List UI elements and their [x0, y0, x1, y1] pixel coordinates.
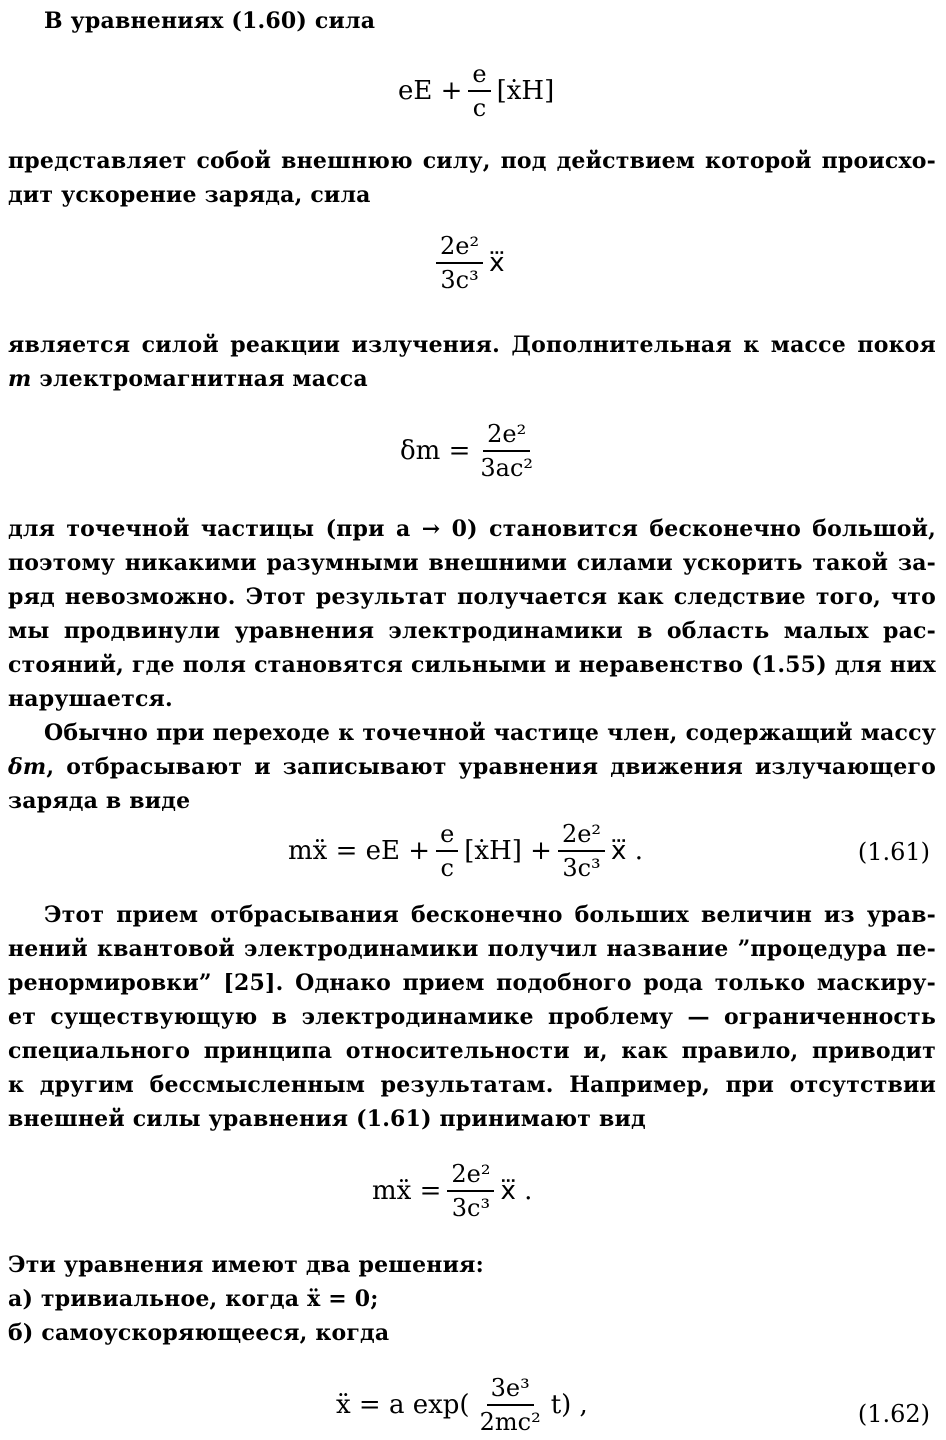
eq-161-frac2-num: 2e²: [558, 820, 605, 852]
eq-161-fraction-2: [558, 820, 605, 882]
text-line-22: Эти уравнения имеют два решения:: [8, 1252, 484, 1278]
text-line-16: нений квантовой электродинамики получил название ”процедура пе-: [8, 936, 936, 962]
text-line-15: Этот прием отбрасывания бесконечно больших величин из урав-: [44, 902, 936, 928]
text-line-6: для точечной частицы (при a → 0) становится бесконечно большой,: [8, 516, 936, 542]
text-line-13: [8, 750, 936, 784]
text-line-7: поэтому никакими разумными внешними силами ускорить такой за-: [8, 550, 936, 576]
eq-force-right: [ẋH]: [496, 76, 555, 106]
eq-162-left: ẍ = a exp(: [336, 1390, 470, 1420]
text-line-24: б) самоускоряющееся, когда: [8, 1320, 390, 1346]
equation-force: [398, 60, 554, 122]
eq-mass-fraction: [476, 420, 537, 482]
eq-161-frac2-den: 3c³: [562, 854, 601, 882]
eq-force-left: eE +: [398, 76, 463, 106]
eq-free-left: mẍ =: [372, 1176, 442, 1206]
symbol-m: m: [8, 366, 32, 392]
text-line-12: Обычно при переходе к точечной частице член, содержащий массу: [44, 720, 936, 746]
text-line-13-rest: , отбрасывают и записывают уравнения движения излучающего: [46, 754, 936, 780]
eq-reaction-fraction: [436, 232, 483, 294]
text-line-23-text: а) тривиальное, когда: [8, 1286, 300, 1312]
equation-mass: [400, 420, 543, 482]
text-line-1: В уравнениях (1.60) сила: [44, 8, 376, 34]
symbol-delta-m: δm: [8, 754, 47, 780]
eq-free-frac-den: 3c³: [451, 1194, 491, 1222]
eq-reaction-right: x⃛: [489, 248, 505, 278]
eq-force-fraction: [468, 60, 490, 122]
eq-161-right: x⃛ .: [611, 836, 643, 866]
eq-161-mid: [ẋH] +: [464, 836, 552, 866]
eq-161-fraction-1: [436, 820, 458, 882]
eq-reaction-frac-den: 3c³: [440, 266, 479, 294]
text-line-23: [8, 1282, 936, 1316]
equation-1-61: [288, 820, 643, 882]
text-line-20: к другим бессмысленным результатам. Например, при отсутствии: [8, 1072, 936, 1098]
text-line-5: [8, 362, 936, 396]
text-line-2: представляет собой внешнюю силу, под действием которой происхо-: [8, 148, 936, 174]
eq-162-frac-den: 2mc²: [479, 1408, 541, 1436]
eq-free-frac-num: 2e²: [447, 1160, 494, 1192]
eq-161-frac1-den: c: [440, 854, 454, 882]
eq-162-right: t) ,: [550, 1390, 588, 1420]
eq-mass-left: δm =: [400, 436, 471, 466]
equation-free: [372, 1160, 532, 1222]
text-line-18: ет существующую в электродинамике проблему — ограниченность: [8, 1004, 936, 1030]
text-line-9: мы продвинули уравнения электродинамики в область малых рас-: [8, 618, 936, 644]
eq-mass-frac-den: 3ac²: [480, 454, 533, 482]
eq-reaction-frac-num: 2e²: [436, 232, 483, 264]
equation-reaction: [430, 232, 504, 294]
symbol-x-ddot-zero: ẍ = 0;: [307, 1286, 379, 1312]
text-line-14: заряда в виде: [8, 788, 191, 814]
eq-free-right: x⃛ .: [500, 1176, 533, 1206]
text-line-3: дит ускорение заряда, сила: [8, 182, 371, 208]
eq-free-fraction: [447, 1160, 494, 1222]
text-line-5-rest: электромагнитная масса: [39, 366, 368, 392]
text-line-17: ренормировки” [25]. Однако прием подобного рода только маскиру-: [8, 970, 936, 996]
eq-162-fraction: [476, 1374, 545, 1436]
eq-mass-frac-num: 2e²: [483, 420, 530, 452]
equation-number-1-61: (1.61): [857, 838, 930, 866]
text-line-19: специального принципа относительности и, как правило, приводит: [8, 1038, 936, 1064]
eq-161-left: mẍ = eE +: [288, 836, 431, 866]
text-line-21: внешней силы уравнения (1.61) принимают вид: [8, 1106, 646, 1132]
eq-161-frac1-num: e: [436, 820, 458, 852]
text-line-10: стояний, где поля становятся сильными и неравенство (1.55) для них: [8, 652, 936, 678]
eq-force-frac-den: c: [472, 94, 487, 122]
text-line-4: является силой реакции излучения. Дополнительная к массе покоя: [8, 332, 936, 358]
text-line-8: ряд невозможно. Этот результат получается как следствие того, что: [8, 584, 936, 610]
equation-number-1-62: (1.62): [857, 1400, 930, 1428]
eq-force-frac-num: e: [468, 60, 490, 92]
equation-1-62: [336, 1374, 588, 1436]
text-line-11: нарушается.: [8, 686, 173, 712]
eq-162-frac-num: 3e³: [487, 1374, 534, 1406]
